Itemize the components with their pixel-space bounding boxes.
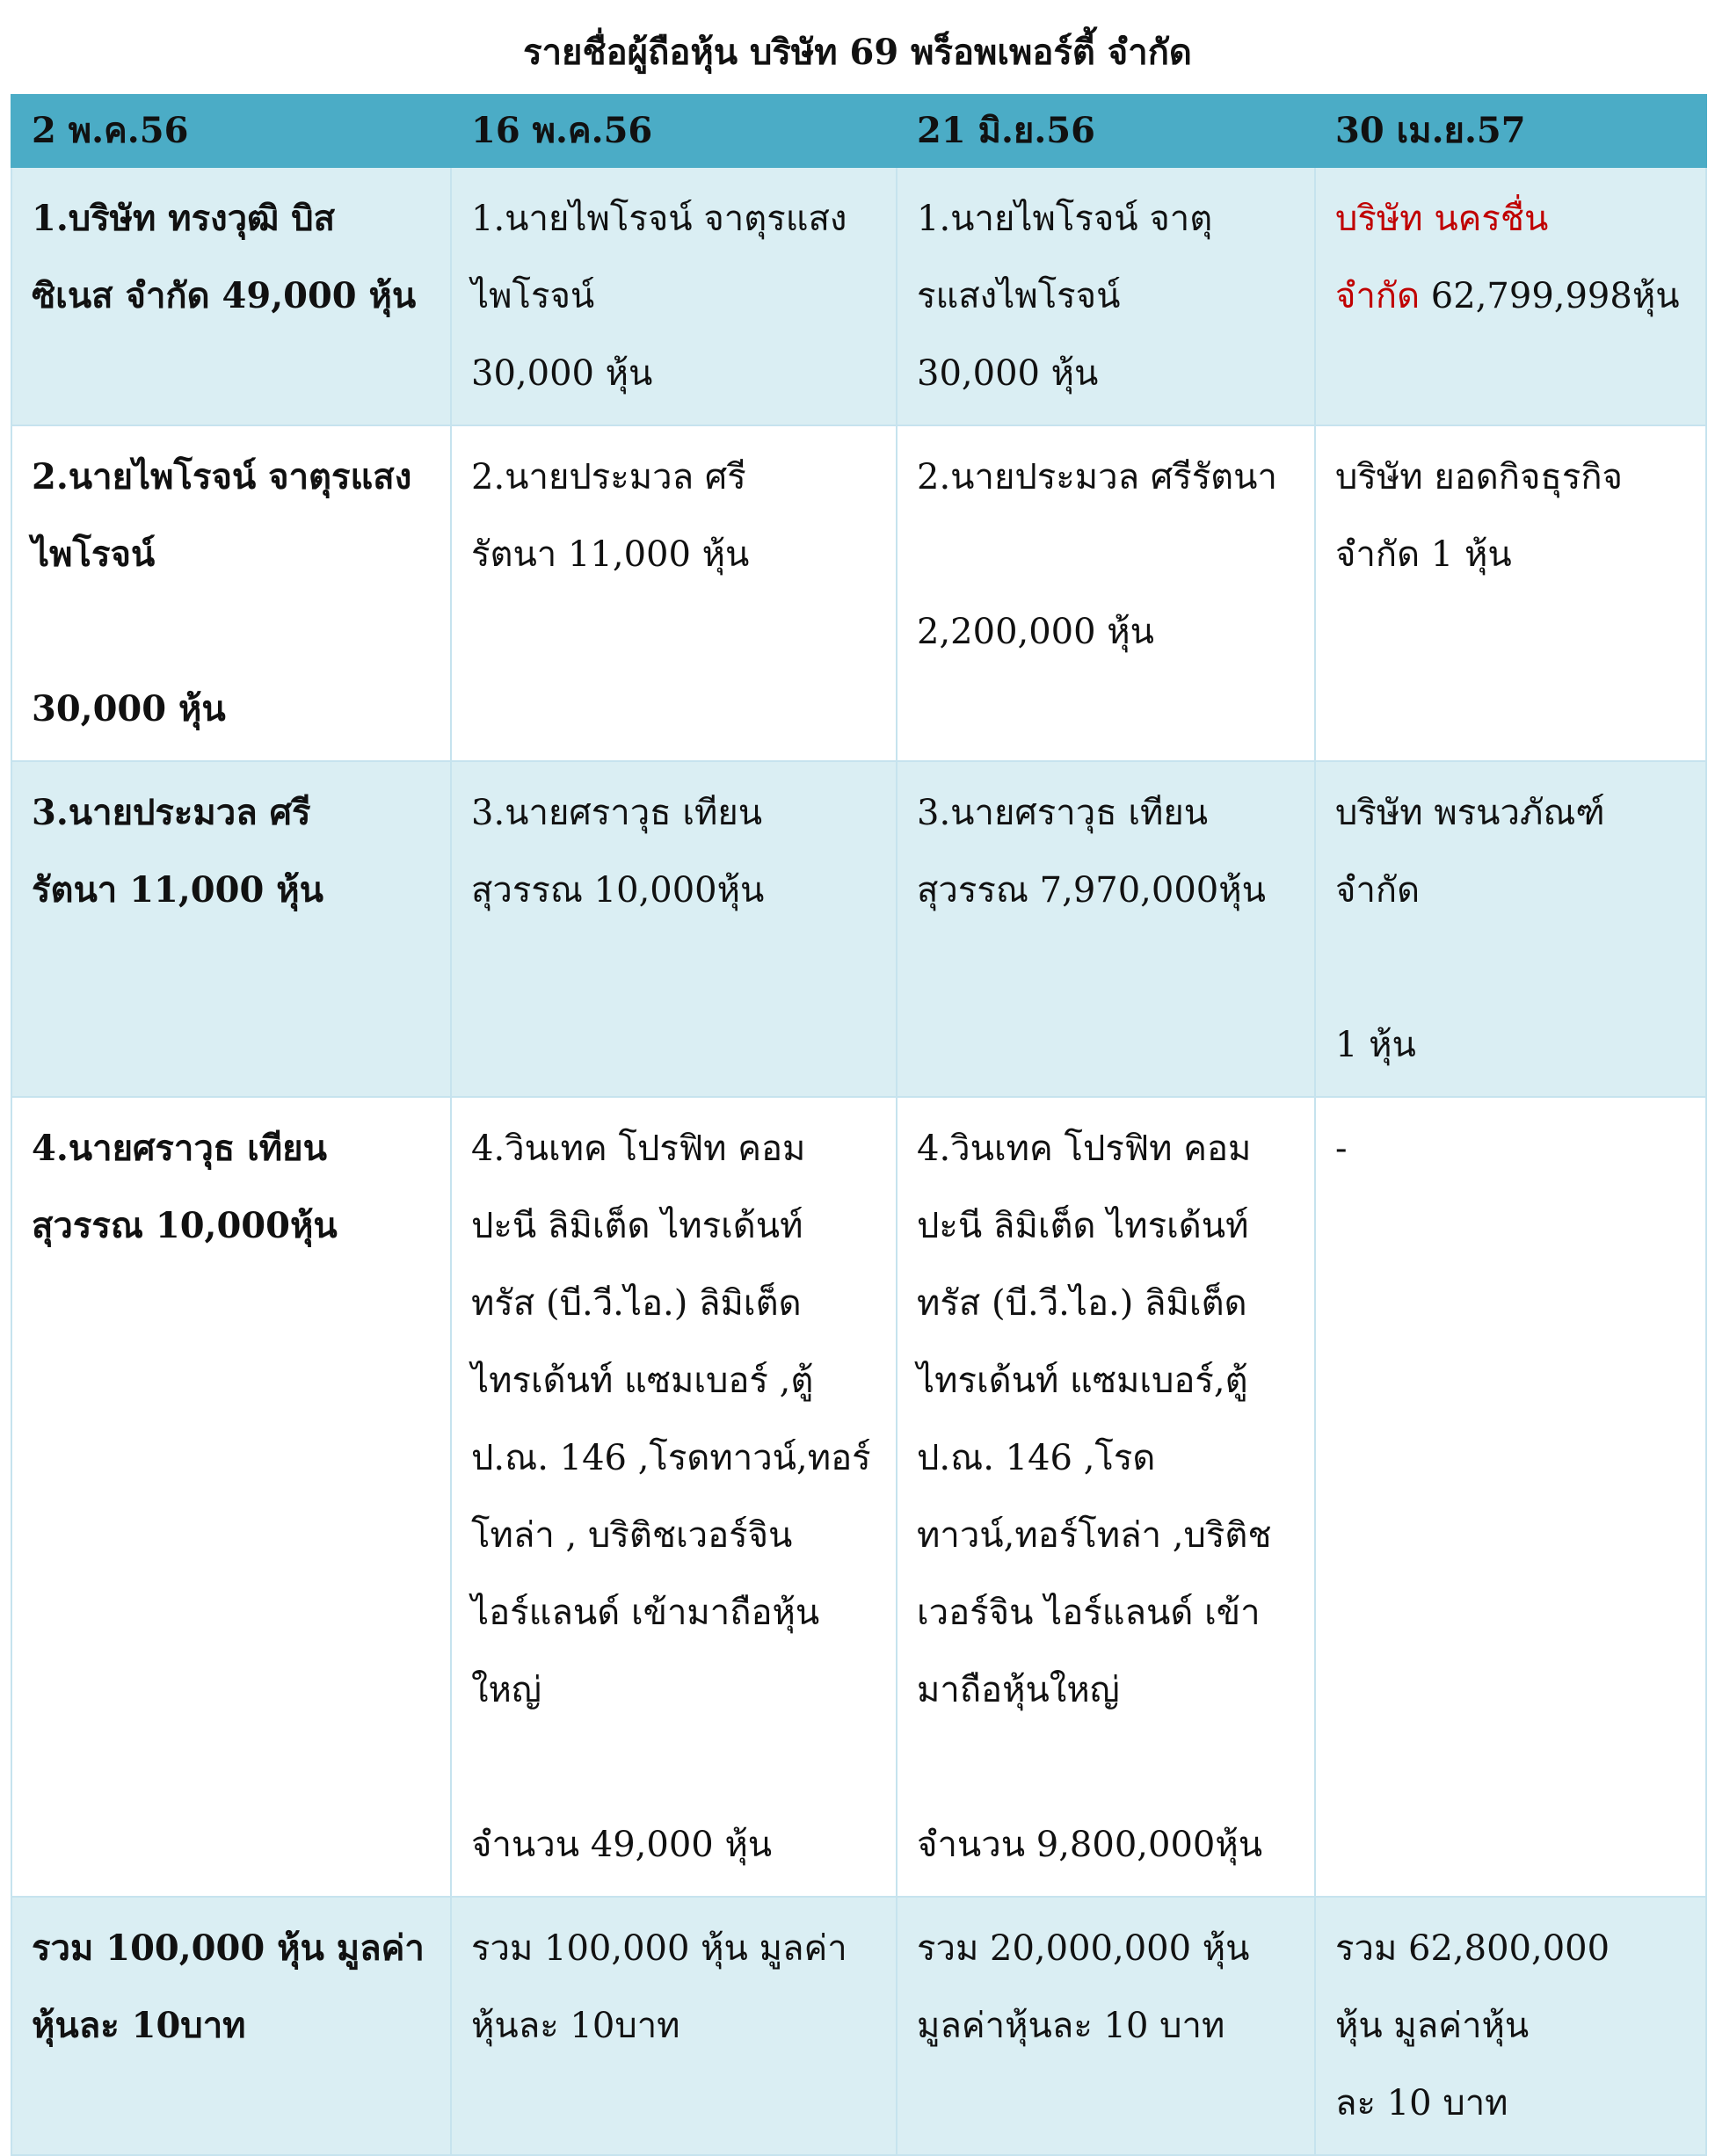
highlighted-company-name: บริษัท นครชื่น จำกัด	[1335, 199, 1549, 316]
table-row-total	[11, 1897, 1706, 2155]
cell-shareholder: 4.นายศราวุธ เทียน สุวรรณ 10,000หุ้น	[11, 1097, 451, 1897]
table-header-row	[11, 95, 1706, 167]
page-title: รายชื่อผู้ถือหุ้น บริษัท 69 พร็อพเพอร์ตี้ จำกัด	[523, 32, 1192, 73]
cell-shareholder: 2.นายไพโรจน์ จาตุรแสง ไพโรจน์ 30,000 หุ้น	[11, 425, 451, 761]
column-header-date-2: 16 พ.ค.56	[451, 95, 897, 167]
cell-shareholder: 1.บริษัท ทรงวุฒิ บิส ซิเนส จำกัด 49,000 หุ้น	[11, 167, 451, 425]
cell-shareholder: 2.นายประมวล ศรีรัตนา 2,200,000 หุ้น	[897, 425, 1315, 761]
cell-shareholder: 1.นายไพโรจน์ จาตุรแสง ไพโรจน์ 30,000 หุ้น	[451, 167, 897, 425]
cell-shareholder: 4.วินเทค โปรฟิท คอม ปะนี ลิมิเต็ด ไทรเด้นท์ ทรัส (บี.วี.ไอ.) ลิมิเต็ด ไทรเด้นท์ แซมเบอร์ ,ตู้ ป.ณ. 146 ,โรดทาวน์,ทอร์ โทล่า , บริติชเวอร์จิน ไอร์แลนด์ เข้ามาถือหุ้น ใหญ่ จำนวน 49,000 หุ้น	[451, 1097, 897, 1897]
column-header-date-3: 21 มิ.ย.56	[897, 95, 1315, 167]
cell-shareholder: 3.นายศราวุธ เทียน สุวรรณ 10,000หุ้น	[451, 761, 897, 1097]
table-row	[11, 1097, 1706, 1897]
table-row	[11, 167, 1706, 425]
cell-shareholder: 1.นายไพโรจน์ จาตุ รแสงไพโรจน์ 30,000 หุ้น	[897, 167, 1315, 425]
cell-shareholder: 3.นายศราวุธ เทียน สุวรรณ 7,970,000หุ้น	[897, 761, 1315, 1097]
column-header-date-4: 30 เม.ย.57	[1315, 95, 1706, 167]
cell-total: รวม 62,800,000 หุ้น มูลค่าหุ้น ละ 10 บาท	[1315, 1897, 1706, 2155]
cell-total: รวม 100,000 หุ้น มูลค่า หุ้นละ 10บาท	[451, 1897, 897, 2155]
cell-shareholder	[1315, 167, 1706, 425]
cell-total: รวม 100,000 หุ้น มูลค่า หุ้นละ 10บาท	[11, 1897, 451, 2155]
column-header-date-1: 2 พ.ค.56	[11, 95, 451, 167]
table-row	[11, 425, 1706, 761]
share-count: 62,799,998หุ้น	[1420, 276, 1680, 316]
cell-shareholder: 4.วินเทค โปรฟิท คอม ปะนี ลิมิเต็ด ไทรเด้นท์ ทรัส (บี.วี.ไอ.) ลิมิเต็ด ไทรเด้นท์ แซมเบอร์,ตู้ ป.ณ. 146 ,โรด ทาวน์,ทอร์โทล่า ,บริติช เวอร์จิน ไอร์แลนด์ เข้า มาถือหุ้นใหญ่ จำนวน 9,800,000หุ้น	[897, 1097, 1315, 1897]
cell-shareholder: บริษัท พรนวภัณฑ์ จำกัด 1 หุ้น	[1315, 761, 1706, 1097]
cell-total: รวม 20,000,000 หุ้น มูลค่าหุ้นละ 10 บาท	[897, 1897, 1315, 2155]
cell-shareholder: 3.นายประมวล ศรี รัตนา 11,000 หุ้น	[11, 761, 451, 1097]
cell-shareholder: บริษัท ยอดกิจธุรกิจ จำกัด 1 หุ้น	[1315, 425, 1706, 761]
table-row	[11, 761, 1706, 1097]
cell-shareholder: 2.นายประมวล ศรี รัตนา 11,000 หุ้น	[451, 425, 897, 761]
cell-shareholder: -	[1315, 1097, 1706, 1897]
shareholder-table	[11, 94, 1707, 2156]
